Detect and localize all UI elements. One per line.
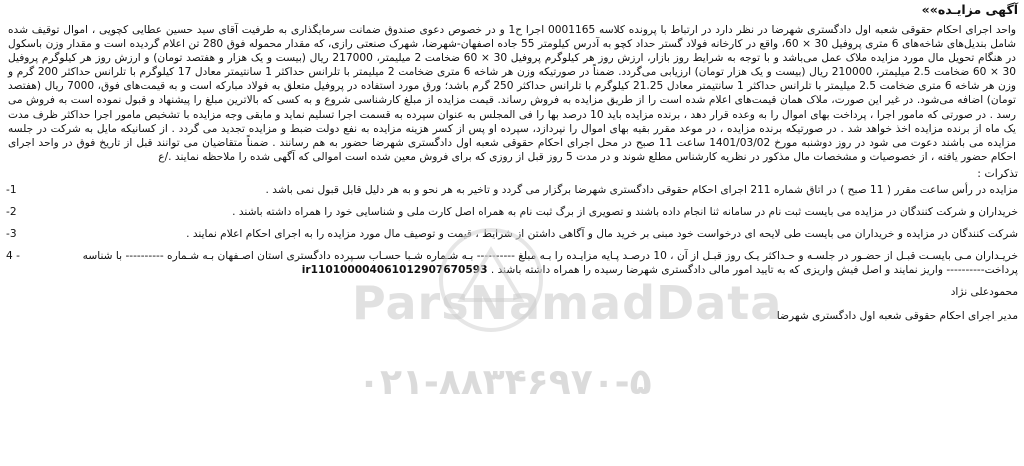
note-text: مزایده در رأس ساعت مقرر ( 11 صبح ) در اتاق شماره 211 اجرای احکام حقوقی دادگستری شهرضا برگزار می گردد و تاخیر به هر نحو و به هر دلیل قابل قبول نمی باشد . <box>265 183 1018 196</box>
watermark-text: ParsNamadData <box>352 276 783 330</box>
notice-body: واحد اجرای احکام حقوقی شعبه اول دادگستری شهرضا در نظر دارد در ارتباط با پرونده کلاسه 0001165 اجرا ح1 و در خصوص دعوی صندوق ضمانت سرمایگذاری به طرفیت آقای سید حسین عطایی کچویی ، اموال توقیف شده شامل بندیل‌های شاخه‌های 6 متری پروفیل 30 × 60، واقع در کارخانه فولاد گستر حداد کچو به آدرس کیلومتر 55 جاده اصفهان-شهرضا، شهرک صنعتی رازی، که مقدار محموله فوق 280 تن اعلام گردیده است و مقدار وزن باسکول در هنگام تحویل مال مورد مزایده ملاک عمل می‌باشد و با توجه به شرایط روز بازار، ارزش روز هر کیلوگرم پروفیل 30 × 60 ضخامت 2 میلیمتر، 217000 ریال (بیست و یک هزار و هفتصد تومان) و ارزش روز هر کیلوگرم پروفیل 30 × 60 ضخامت 2.5 میلیمتر، 210000 ریال (بیست و یک هزار تومان) ارزیابی می‌گردد. ضمناً در صورتیکه وزن هر شاخه 6 متری ضخامت 2 میلیمتر با تلرانس حداکثر 1 سانتیمتر معادل 17 کیلوگرم با تلرانس حداکثر 200 گرم و وزن هر شاخه 6 متری ضخامت 2.5 میلیمتر با تلرانس حداکثر 1 سانتیمتر معادل 21.25 کیلوگرم با تلرانس حداکثر 250 گرم باشد؛ ورق مورد استفاده در پروفیل متعلق به فولاد مبارکه است و به قیمت‌های فوق، 7000 ریال (هفتصد تومان) اضافه می‌شود. در غیر این صورت، ملاک همان قیمت‌های اعلام شده است را از طریق مزایده به فروش رساند. قیمت مزایده از مبلغ کارشناسی شروع و به کسی که بالاترین مبلغ را پیشنهاد و قبول نموده است به فروش می رسد . در صورتی که مامور اجرا ، پرداخت بهای اموال را به وعده قرار دهد ، برنده مزایده باید 10 درصد بها را فی المجلس به عنوان سپرده به قسمت اجرا تسلیم نماید و مابقی وجه مزایده با تشخیص مامور اجرا حداکثر ظرف مدت یک ماه از برنده مزایده اخذ خواهد شد . در صورتیکه برنده مزایده ، در موعد مقرر بقیه بهای اموال را نپردازد، سپرده او پس از کسر هزینه مزایده به نفع دولت ضبط و مزایده تجدید می گردد . از کسانیکه مایل به شرکت در جلسه مزایده می باشند دعوت می شود در روز دوشنبه مورخ 1401/03/02 ساعت 11 صبح در محل اجرای احکام حقوقی شعبه اول دادگستری شهرضا حضور به هم رسانند . ضمناً متقاضیان می توانند قبل از تاریخ فوق در واحد اجرای احکام حضور یافته ، از خصوصیات و مشخصات مال مذکور در نظریه کارشناس مطلع شوند و در مدت 5 روز قبل از روزی که برای فروش معین شده است اموالی که آگهی شده را ملاحظه نمایند ./ع <box>8 24 1016 163</box>
note-number: 4 - <box>6 249 20 262</box>
notice-title: آگهی مزایـده»» <box>921 2 1018 17</box>
signer-role: مدیر اجرای احکام حقوقی شعبه اول دادگستری شهرضا <box>776 309 1018 322</box>
note-item-4 <box>6 249 1018 277</box>
note-text: خریـداران مـی بایسـت قبـل از حضـور در جلسـه و حـداکثر یـک روز قبـل از آن ، 10 درصـد پـایه مزایـده را بـه مبلغ ---------- بـه شـماره شـبا حسـاب سـپرده دادگستری استان اصـفهان بـه شـماره ---------- با شناسه پرداخت---------- واریز نمایند و اصل فیش واریزی که به تایید امور مالی دادگستری شهرضا رسیده را همراه داشته باشند . <box>82 249 1018 276</box>
note-item-3 <box>6 227 1018 241</box>
note-number: -1 <box>6 183 17 196</box>
note-number: -2 <box>6 205 17 218</box>
note-text: خریداران و شرکت کنندگان در مزایده می بایست ثبت نام در سامانه ثنا انجام داده باشند و تصویری از برگ ثبت نام به همراه اصل کارت ملی و شناسایی خود را همراه داشته باشند . <box>232 205 1018 218</box>
auction-notice <box>6 2 1018 464</box>
signer-name: محمودعلی نژاد <box>950 285 1018 298</box>
note-text-4 <box>46 249 1018 277</box>
note-item-1 <box>6 183 1018 197</box>
iban-number: ir110100004061012907670593 <box>301 263 488 276</box>
notes-title: تذکرات : <box>977 166 1018 180</box>
note-text: شرکت کنندگان در مزایده و خریداران می بایست طی لایحه ای درخواست خود مبنی بر خرید مال و آگاهی داشتن از شرایط ، قیمت و توصیف مال مورد مزایده را به اجرای احکام اعلام نمایند . <box>186 227 1018 240</box>
note-number: -3 <box>6 227 17 240</box>
note-item-2 <box>6 205 1018 219</box>
watermark-phone: ۰۲۱-۸۸۳۴۶۹۷۰-۵ <box>358 362 652 403</box>
